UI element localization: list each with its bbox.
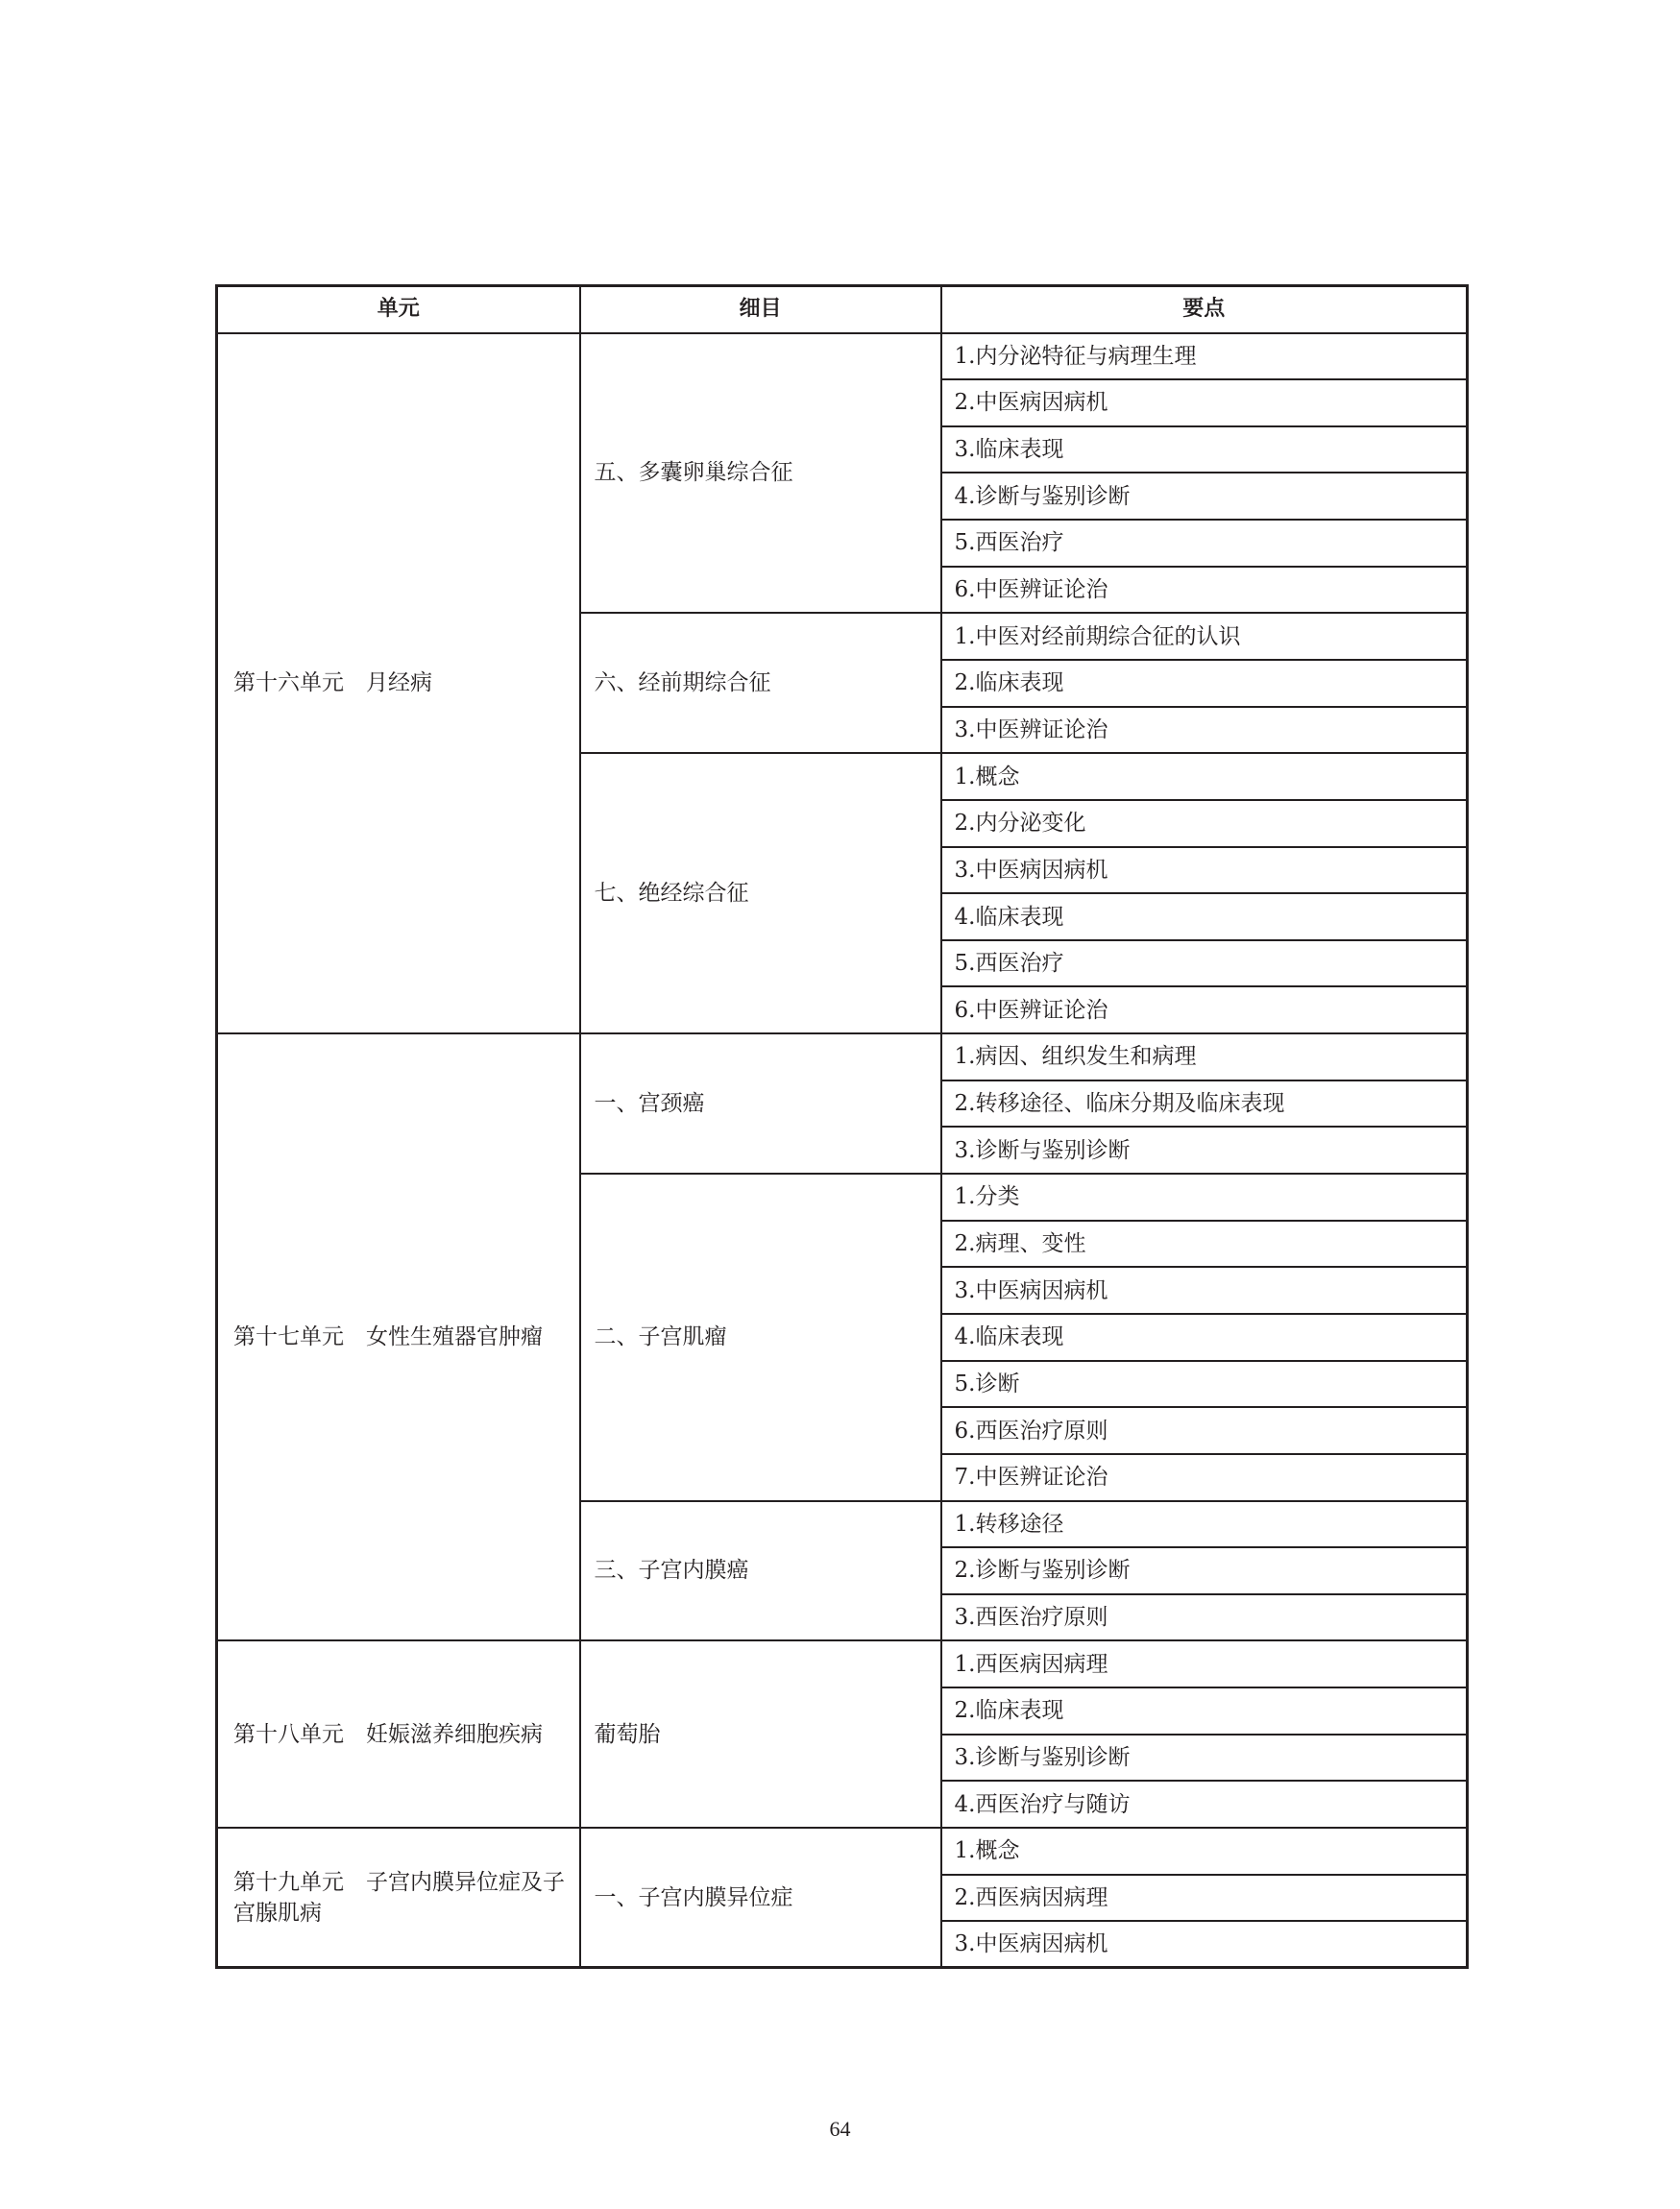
point-cell: 4.临床表现 bbox=[941, 893, 1468, 940]
item-cell: 一、子宫内膜异位症 bbox=[580, 1828, 941, 1968]
syllabus-table bbox=[215, 284, 1469, 1969]
point-cell: 3.西医治疗原则 bbox=[941, 1594, 1468, 1641]
header-unit: 单元 bbox=[217, 286, 580, 333]
point-cell: 2.诊断与鉴别诊断 bbox=[941, 1547, 1468, 1594]
point-cell: 3.中医辨证论治 bbox=[941, 707, 1468, 754]
point-cell: 2.转移途径、临床分期及临床表现 bbox=[941, 1080, 1468, 1128]
unit-cell: 第十九单元 子宫内膜异位症及子宫腺肌病 bbox=[217, 1828, 580, 1968]
point-cell: 3.中医病因病机 bbox=[941, 1921, 1468, 1968]
point-cell: 2.临床表现 bbox=[941, 660, 1468, 707]
point-cell: 2.中医病因病机 bbox=[941, 379, 1468, 426]
header-item: 细目 bbox=[580, 286, 941, 333]
unit-cell: 第十七单元 女性生殖器官肿瘤 bbox=[217, 1033, 580, 1640]
point-cell: 5.西医治疗 bbox=[941, 940, 1468, 987]
item-cell: 二、子宫肌瘤 bbox=[580, 1174, 941, 1500]
point-cell: 1.中医对经前期综合征的认识 bbox=[941, 613, 1468, 660]
table-header-row bbox=[217, 286, 1468, 333]
table-row bbox=[217, 1033, 1468, 1080]
point-cell: 6.西医治疗原则 bbox=[941, 1407, 1468, 1454]
point-cell: 3.中医病因病机 bbox=[941, 847, 1468, 894]
point-cell: 3.诊断与鉴别诊断 bbox=[941, 1735, 1468, 1782]
point-cell: 1.概念 bbox=[941, 1828, 1468, 1875]
point-cell: 1.分类 bbox=[941, 1174, 1468, 1221]
point-cell: 1.病因、组织发生和病理 bbox=[941, 1033, 1468, 1080]
item-cell: 一、宫颈癌 bbox=[580, 1033, 941, 1174]
point-cell: 1.概念 bbox=[941, 753, 1468, 800]
page-number: 64 bbox=[829, 2117, 851, 2141]
point-cell: 1.转移途径 bbox=[941, 1501, 1468, 1548]
point-cell: 2.西医病因病理 bbox=[941, 1875, 1468, 1922]
point-cell: 2.病理、变性 bbox=[941, 1221, 1468, 1268]
table-row bbox=[217, 333, 1468, 380]
item-cell: 葡萄胎 bbox=[580, 1640, 941, 1828]
point-cell: 5.诊断 bbox=[941, 1361, 1468, 1408]
point-cell: 3.临床表现 bbox=[941, 426, 1468, 473]
item-cell: 六、经前期综合征 bbox=[580, 613, 941, 753]
table-body bbox=[217, 333, 1468, 1968]
table-row bbox=[217, 1828, 1468, 1875]
point-cell: 6.中医辨证论治 bbox=[941, 986, 1468, 1033]
point-cell: 3.中医病因病机 bbox=[941, 1267, 1468, 1314]
item-cell: 七、绝经综合征 bbox=[580, 753, 941, 1033]
item-cell: 三、子宫内膜癌 bbox=[580, 1501, 941, 1641]
point-cell: 2.内分泌变化 bbox=[941, 800, 1468, 847]
point-cell: 4.临床表现 bbox=[941, 1314, 1468, 1361]
item-cell: 五、多囊卵巢综合征 bbox=[580, 333, 941, 614]
point-cell: 7.中医辨证论治 bbox=[941, 1454, 1468, 1501]
point-cell: 5.西医治疗 bbox=[941, 520, 1468, 567]
point-cell: 6.中医辨证论治 bbox=[941, 567, 1468, 614]
point-cell: 1.内分泌特征与病理生理 bbox=[941, 333, 1468, 380]
table-row bbox=[217, 1640, 1468, 1687]
point-cell: 2.临床表现 bbox=[941, 1687, 1468, 1735]
unit-cell: 第十八单元 妊娠滋养细胞疾病 bbox=[217, 1640, 580, 1828]
unit-cell: 第十六单元 月经病 bbox=[217, 333, 580, 1034]
point-cell: 4.西医治疗与随访 bbox=[941, 1781, 1468, 1828]
header-points: 要点 bbox=[941, 286, 1468, 333]
point-cell: 4.诊断与鉴别诊断 bbox=[941, 473, 1468, 520]
point-cell: 1.西医病因病理 bbox=[941, 1640, 1468, 1687]
point-cell: 3.诊断与鉴别诊断 bbox=[941, 1127, 1468, 1174]
